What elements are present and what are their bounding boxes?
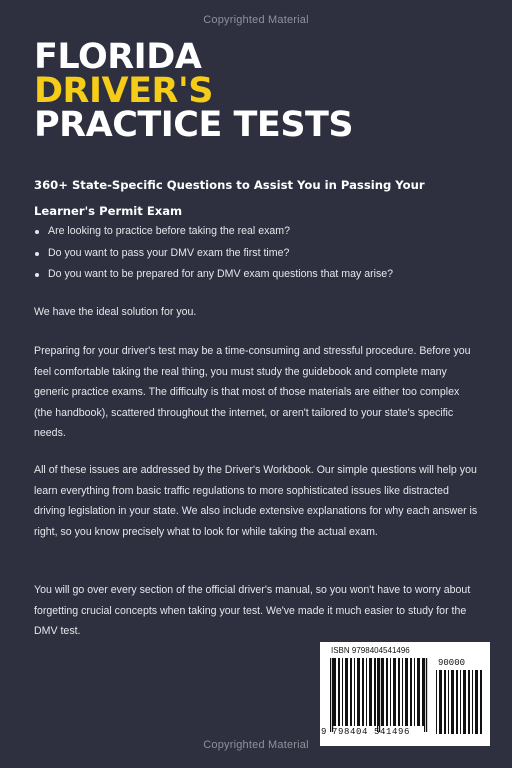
barcode-guard-bar — [426, 658, 427, 732]
barcode-bar — [369, 658, 372, 726]
barcode-bar — [410, 658, 412, 726]
title-line-drivers: DRIVER'S — [34, 71, 213, 111]
paragraph-workbook: All of these issues are addressed by the Driver's Workbook. Our simple questions will help you learn everything from basic traffic regulations to more sophisticated issues like distracted driving legislation in your state. We also include extensive explanations for why each answer is right, so you know precisely what to look for while taking the actual exam. — [34, 464, 478, 538]
barcode-bar — [354, 658, 355, 726]
barcode-first-digit: 9 — [321, 727, 327, 737]
barcode-bar — [390, 658, 391, 726]
barcode-bar — [366, 658, 367, 726]
bullet-item: Do you want to pass your DMV exam the first time? — [34, 243, 484, 265]
barcode-guard-bar — [379, 658, 380, 732]
paragraph-preparing: Preparing for your driver's test may be a time-consuming and stressful procedure. Before you feel comfortable taking the real thing, you must study the guidebook and complete many generic practice exams. The difficulty is that most of those materials are either too complex (the handbook), scattered throughout the internet, or aren't tailored to your state's specific needs. — [34, 345, 471, 440]
title-line-practice-tests: PRACTICE TESTS — [34, 105, 354, 145]
paragraph-solution: We have the ideal solution for you. — [34, 306, 197, 318]
paragraph-manual: You will go over every section of the official driver's manual, so you won't have to worry about forgetting crucial concepts when taking your test. We've made it much easier to study for the DMV test. — [34, 584, 471, 638]
bullet-item: Are looking to practice before taking the real exam? — [34, 221, 484, 243]
barcode-digits: 798404 541496 — [332, 727, 411, 737]
barcode-bar — [480, 670, 482, 734]
title-line-florida: FLORIDA — [34, 37, 202, 77]
barcode-bar — [398, 658, 400, 726]
price-code: 90000 — [438, 658, 466, 668]
barcode-bar — [422, 658, 424, 726]
barcode-bar — [468, 670, 470, 734]
barcode-bar — [405, 658, 408, 726]
barcode-bar — [350, 658, 352, 726]
isbn-barcode-block — [320, 642, 490, 746]
main-barcode-bars — [330, 658, 427, 732]
question-bullet-list — [34, 221, 484, 286]
barcode-bar — [475, 670, 478, 734]
barcode-bar — [345, 658, 348, 726]
barcode-bar — [402, 658, 403, 726]
copyright-watermark-top: Copyrighted Material — [203, 14, 309, 26]
copyright-watermark-bottom: Copyrighted Material — [203, 739, 309, 751]
addon-barcode-bars — [436, 670, 482, 734]
barcode-bar — [342, 658, 343, 726]
barcode-bar — [460, 670, 461, 734]
barcode-bar — [381, 658, 384, 726]
bullet-item: Do you want to be prepared for any DMV exam questions that may arise? — [34, 264, 484, 286]
barcode-bar — [417, 658, 420, 726]
barcode-bar — [451, 670, 454, 734]
barcode-guard-bar — [332, 658, 333, 732]
barcode-guard-bar — [424, 658, 425, 732]
barcode-bar — [362, 658, 364, 726]
barcode-bar — [333, 658, 336, 726]
barcode-bar — [463, 670, 466, 734]
book-subtitle: 360+ State-Specific Questions to Assist You in Passing Your Learner's Permit Exam — [34, 178, 425, 218]
barcode-bar — [456, 670, 458, 734]
barcode-bar — [338, 658, 340, 726]
isbn-label: ISBN 9798404541496 — [331, 646, 410, 655]
barcode-bar — [386, 658, 388, 726]
barcode-bar — [357, 658, 360, 726]
barcode-bar — [448, 670, 449, 734]
barcode-bar — [414, 658, 415, 726]
barcode-bar — [439, 670, 442, 734]
barcode-guard-bar — [377, 658, 378, 732]
barcode-bar — [472, 670, 473, 734]
book-title — [34, 37, 354, 145]
barcode-guard-bar — [330, 658, 331, 732]
barcode-bar — [444, 670, 446, 734]
barcode-bar — [374, 658, 376, 726]
barcode-bar — [393, 658, 396, 726]
barcode-bar — [436, 670, 437, 734]
